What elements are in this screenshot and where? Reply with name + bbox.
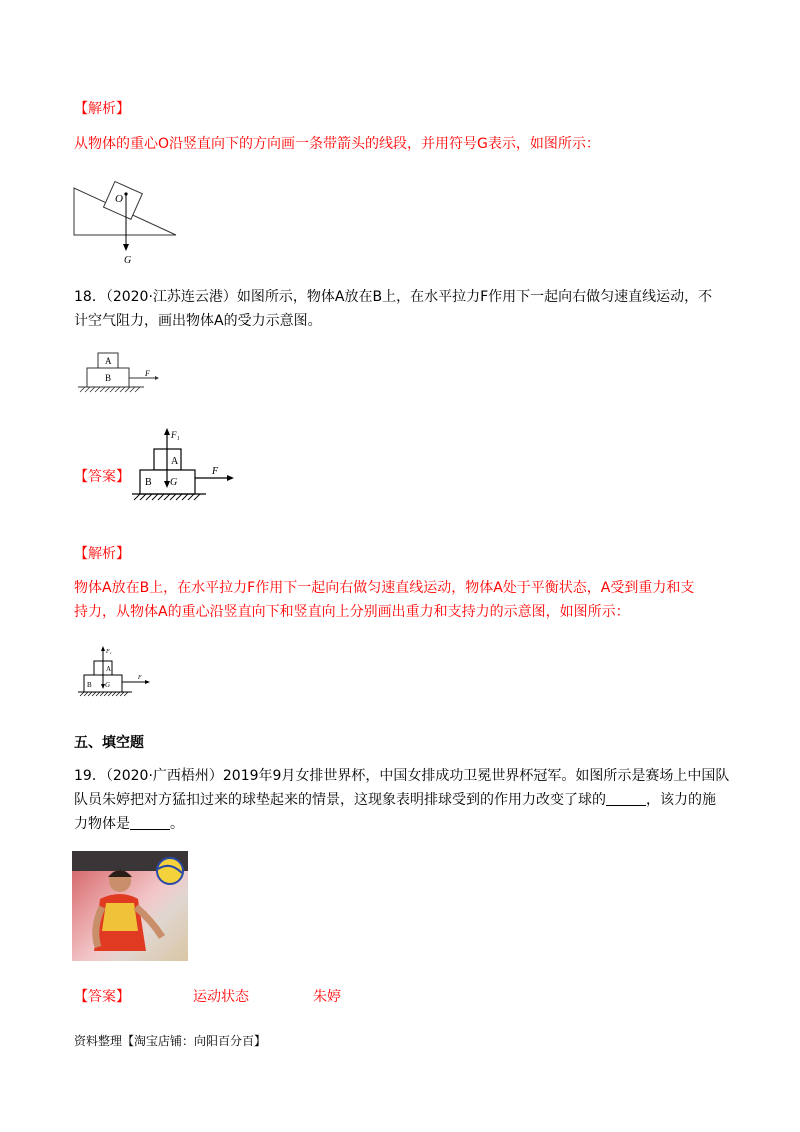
answer-b-label: B xyxy=(145,477,152,488)
q18-answer-figure xyxy=(128,424,238,504)
analysis-label: 【解析】 xyxy=(74,101,130,117)
q18-line2: 计空气阻力，画出物体A的受力示意图。 xyxy=(74,313,322,329)
q18-figure xyxy=(74,348,174,398)
analysis-text-line1: 物体A放在B上，在水平拉力F作用下一起向右做匀速直线运动，物体A处于平衡状态，A受到重力和支 xyxy=(74,580,695,596)
analysis-label: 【解析】 xyxy=(74,546,130,562)
footer-source: 资料整理【淘宝店铺：向阳百分百】 xyxy=(74,1034,267,1048)
answer-label: 【答案】 xyxy=(74,989,130,1005)
q19-line2 xyxy=(74,788,716,812)
g-label: G xyxy=(124,255,132,266)
q19-line3-end: 。 xyxy=(170,816,184,832)
q19-line2-end: ，该力的施 xyxy=(646,792,716,808)
incline-gravity-figure xyxy=(70,168,185,268)
answer-g-label: G xyxy=(170,477,178,488)
f1-label: F₁ xyxy=(171,430,180,440)
small-a-label: A xyxy=(106,665,112,673)
answer-blank-2-value: 朱婷 xyxy=(313,989,341,1005)
volleyball-player-photo xyxy=(72,851,188,961)
small-b-label: B xyxy=(87,681,92,689)
o-label: O xyxy=(115,193,123,205)
answer-blank-2 xyxy=(130,815,170,830)
section-heading: 五、填空题 xyxy=(74,735,144,751)
analysis-text: 从物体的重心O沿竖直向下的方向画一条带箭头的线段，并用符号G表示，如图所示： xyxy=(74,136,600,152)
answer-blank-1 xyxy=(606,791,646,806)
answer-a-label: A xyxy=(171,456,179,467)
force-f-label: F xyxy=(145,369,150,378)
answer-f-label: F xyxy=(212,466,219,477)
answer-blank-1-value: 运动状态 xyxy=(193,989,249,1005)
q18-line1: 18．（2020·江苏连云港）如图所示，物体A放在B上，在水平拉力F作用下一起向右做匀速直线运动，不 xyxy=(74,289,713,305)
analysis-text-line2: 持力，从物体A的重心沿竖直向下和竖直向上分别画出重力和支持力的示意图，如图所示： xyxy=(74,604,630,620)
small-f-label: F xyxy=(138,675,142,681)
q19-line3-text: 力物体是 xyxy=(74,816,130,832)
block-a-label: A xyxy=(105,356,112,366)
q19-line2-text: 队员朱婷把对方猛扣过来的球垫起来的情景，这现象表明排球受到的作用力改变了球的 xyxy=(74,792,606,808)
small-f1-label: F₁ xyxy=(106,649,112,655)
q19-line1: 19．（2020·广西梧州）2019年9月女排世界杯，中国女排成功卫冕世界杯冠军。如图所示是赛场上中国队 xyxy=(74,768,730,784)
small-force-figure xyxy=(74,644,164,704)
q19-line3 xyxy=(74,812,184,836)
block-b-label: B xyxy=(105,373,112,383)
answer-label: 【答案】 xyxy=(74,469,130,485)
small-g-label: G xyxy=(105,681,111,689)
